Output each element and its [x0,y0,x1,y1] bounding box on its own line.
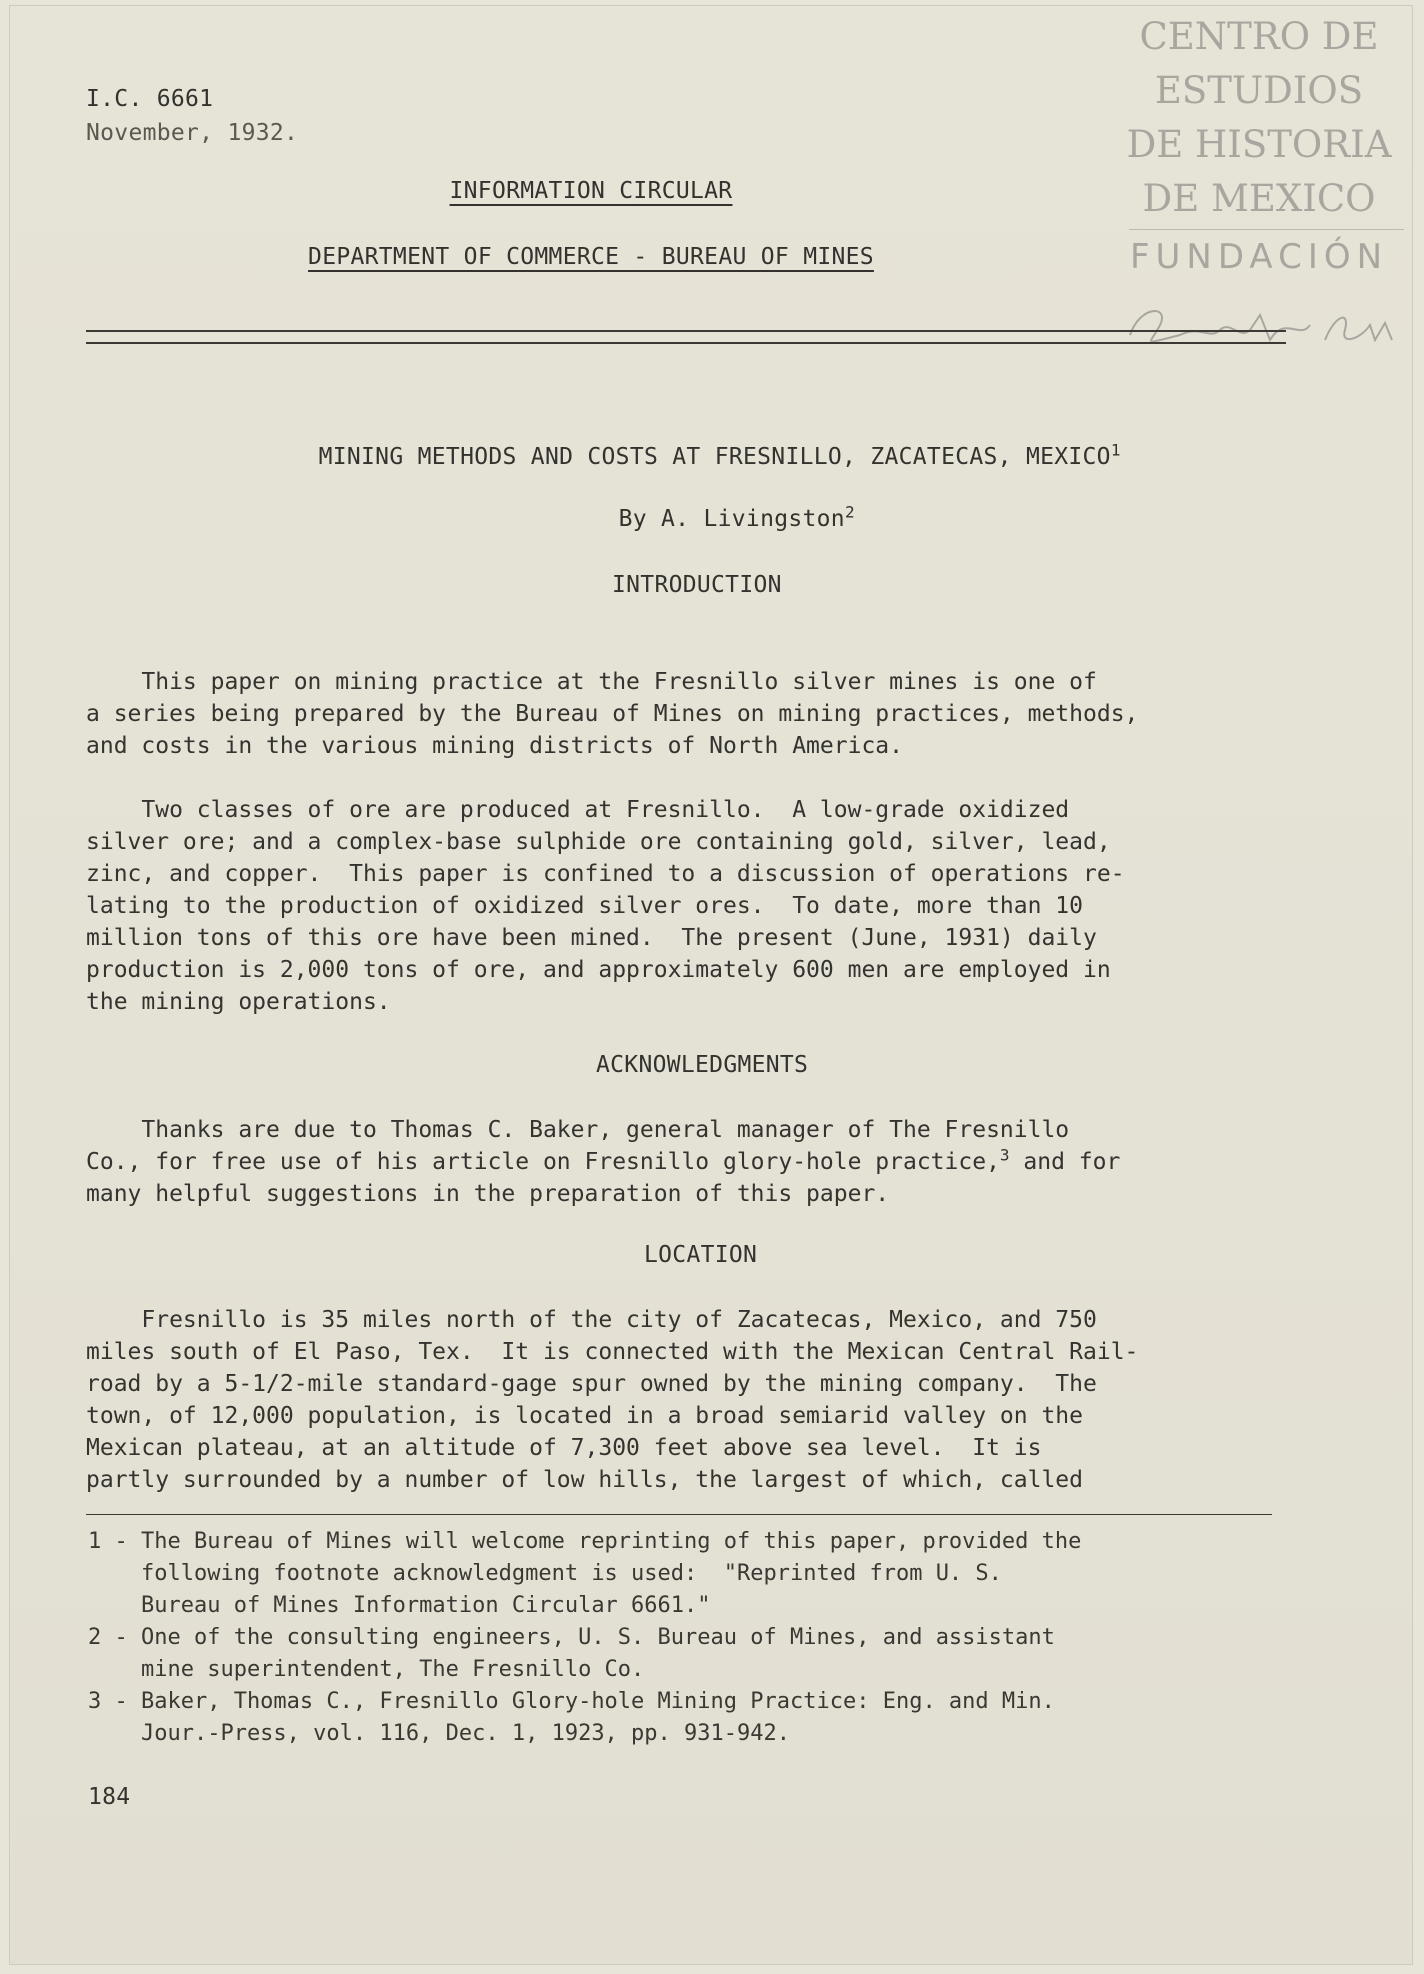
text-line: lating to the production of oxidized silver ores. To date, more than 10 [86,893,1083,919]
text-line: Jour.-Press, vol. 116, Dec. 1, 1923, pp. 931-942. [88,1721,790,1746]
watermark-line: ESTUDIOS [1154,69,1364,112]
text-line: Thanks are due to Thomas C. Baker, general manager of The Fresnillo [86,1117,1070,1143]
author-line [562,480,855,558]
text-line: 3 - Baker, Thomas C., Fresnillo Glory-hole Mining Practice: Eng. and Min. [88,1689,1055,1714]
text-line [86,1146,1286,1178]
text-line: 1 - The Bureau of Mines will welcome reprinting of this paper, provided the [88,1529,1082,1554]
section-heading-acknowledgments: ACKNOWLEDGMENTS [596,1052,809,1078]
text-line: many helpful suggestions in the preparation of this paper. [86,1181,890,1207]
text-line: Mexican plateau, at an altitude of 7,300 feet above sea level. It is [86,1435,1042,1461]
signature-mark [1120,295,1400,355]
text-line: This paper on mining practice at the Fresnillo silver mines is one of [86,669,1097,695]
footnote-marker: 3 [999,1145,1010,1165]
text-line: million tons of this ore have been mined. The present (June, 1931) daily [86,925,1097,951]
footnote-1 [88,1526,1288,1622]
watermark-line: DE HISTORIA [1126,123,1392,166]
page-number: 184 [88,1784,131,1810]
watermark-line: DE MEXICO [1142,177,1376,220]
watermark-fundacion: FUNDACIÓN [1129,237,1389,277]
text-line: miles south of El Paso, Tex. It is connected with the Mexican Central Rail- [86,1339,1139,1365]
circular-date: November, 1932. [86,120,299,146]
text-line: following footnote acknowledgment is used: "Reprinted from U. S. [88,1561,1002,1586]
footnote-marker: 2 [844,502,855,522]
acknowledgments-paragraph [86,1114,1286,1210]
text-line: Bureau of Mines Information Circular 6661." [88,1593,711,1618]
header-rule-top [86,330,1286,332]
circular-id: I.C. 6661 [86,86,214,112]
paper-title-text: MINING METHODS AND COSTS AT FRESNILLO, ZACATECAS, MEXICO [318,444,1111,470]
text-line: town, of 12,000 population, is located in a broad semiarid valley on the [86,1403,1083,1429]
text-line: Fresnillo is 35 miles north of the city of Zacatecas, Mexico, and 750 [86,1307,1097,1333]
footnote-marker: 1 [1110,440,1121,460]
section-heading-location: LOCATION [644,1242,758,1268]
text-line: Two classes of ore are produced at Fresnillo. A low-grade oxidized [86,797,1070,823]
footnote-3 [88,1686,1288,1750]
section-heading-introduction: INTRODUCTION [612,572,782,598]
intro-paragraph-1 [86,666,1286,762]
text-line: zinc, and copper. This paper is confined to a discussion of operations re- [86,861,1125,887]
archive-watermark [1114,10,1404,284]
author-text: By A. Livingston [618,506,845,532]
footnote-2 [88,1622,1288,1686]
text-line: production is 2,000 tons of ore, and approximately 600 men are employed in [86,957,1111,983]
text-line: and costs in the various mining districts of North America. [86,733,903,759]
watermark-divider [1129,229,1404,230]
text-segment: and for [1009,1149,1121,1175]
watermark-line: CENTRO DE [1139,15,1379,58]
footnote-rule [86,1514,1272,1515]
location-paragraph [86,1304,1286,1496]
text-segment: Co., for free use of his article on Fresnillo glory-hole practice, [86,1149,1000,1175]
text-line: partly surrounded by a number of low hills, the largest of which, called [86,1467,1083,1493]
header-rule-bottom [86,342,1286,344]
text-line: mine superintendent, The Fresnillo Co. [88,1657,645,1682]
circular-title: INFORMATION CIRCULAR [449,178,733,204]
text-line: 2 - One of the consulting engineers, U. S. Bureau of Mines, and assistant [88,1625,1055,1650]
text-line: silver ore; and a complex-base sulphide ore containing gold, silver, lead, [86,829,1111,855]
intro-paragraph-2 [86,794,1286,1018]
text-line: the mining operations. [86,989,391,1015]
text-line: road by a 5-1/2-mile standard-gage spur owned by the mining company. The [86,1371,1097,1397]
text-line: a series being prepared by the Bureau of Mines on mining practices, methods, [86,701,1139,727]
department-heading: DEPARTMENT OF COMMERCE - BUREAU OF MINES [308,244,874,270]
document-page [10,6,1412,1964]
